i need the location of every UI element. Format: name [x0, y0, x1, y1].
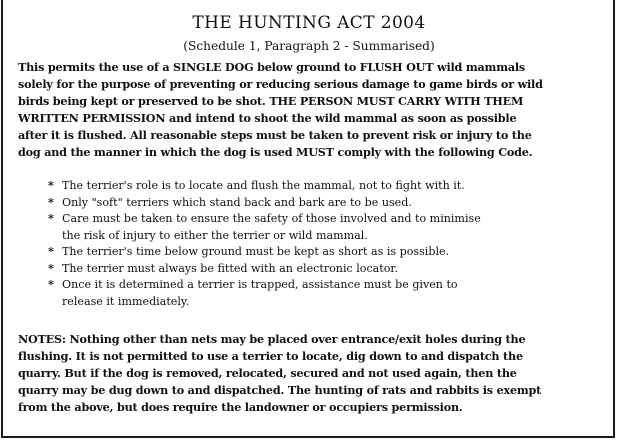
document-title: THE HUNTING ACT 2004 [192, 13, 426, 33]
code-item [48, 277, 608, 310]
code-item [48, 178, 608, 195]
notes-line: NOTES: Nothing other than nets may be placed over entrance/exit holes during the [18, 332, 526, 346]
code-item-text: The terrier's time below ground must be kept as short as is possible. [62, 245, 450, 258]
intro-line: birds being kept or preserved to be shot. THE PERSON MUST CARRY WITH THEM [18, 94, 524, 109]
code-list [48, 178, 608, 310]
code-item-continuation: release it immediately. [62, 294, 190, 308]
code-item-text: The terrier must always be fitted with an electronic locator. [62, 261, 399, 275]
intro-line: after it is flushed. All reasonable steps must be taken to prevent risk or injury to the [18, 128, 532, 143]
intro-line: This permits the use of a SINGLE DOG below ground to FLUSH OUT wild mammals [18, 60, 526, 74]
notes-line: flushing. It is not permitted to use a terrier to locate, dig down to and dispatch the [18, 349, 523, 364]
document-subtitle: (Schedule 1, Paragraph 2 - Summarised) [183, 39, 435, 53]
intro-paragraph [18, 59, 610, 162]
notes-line: quarry may be dug down to and dispatched. The hunting of rats and rabbits is exempt [18, 383, 542, 398]
notes-line: from the above, but does require the landowner or occupiers permission. [18, 400, 463, 415]
code-item-text: Once it is determined a terrier is trapped, assistance must be given to [62, 278, 458, 291]
notes-line: quarry. But if the dog is removed, relocated, secured and not used again, then the [18, 366, 517, 381]
code-item [48, 195, 608, 212]
code-item-text: Only "soft" terriers which stand back and bark are to be used. [62, 195, 412, 209]
intro-line: WRITTEN PERMISSION and intend to shoot the wild mammal as soon as possible [18, 111, 517, 126]
intro-line: solely for the purpose of preventing or reducing serious damage to game birds or wild [18, 77, 543, 92]
code-item-continuation: the risk of injury to either the terrier or wild mammal. [62, 228, 368, 242]
code-item [48, 211, 608, 244]
code-item-text: The terrier's role is to locate and flush the mammal, not to fight with it. [62, 179, 465, 192]
code-item [48, 244, 608, 261]
code-item [48, 261, 608, 278]
intro-line: dog and the manner in which the dog is used MUST comply with the following Code. [18, 145, 533, 160]
notes-paragraph [18, 331, 610, 416]
code-item-text: Care must be taken to ensure the safety of those involved and to minimise [62, 212, 481, 225]
